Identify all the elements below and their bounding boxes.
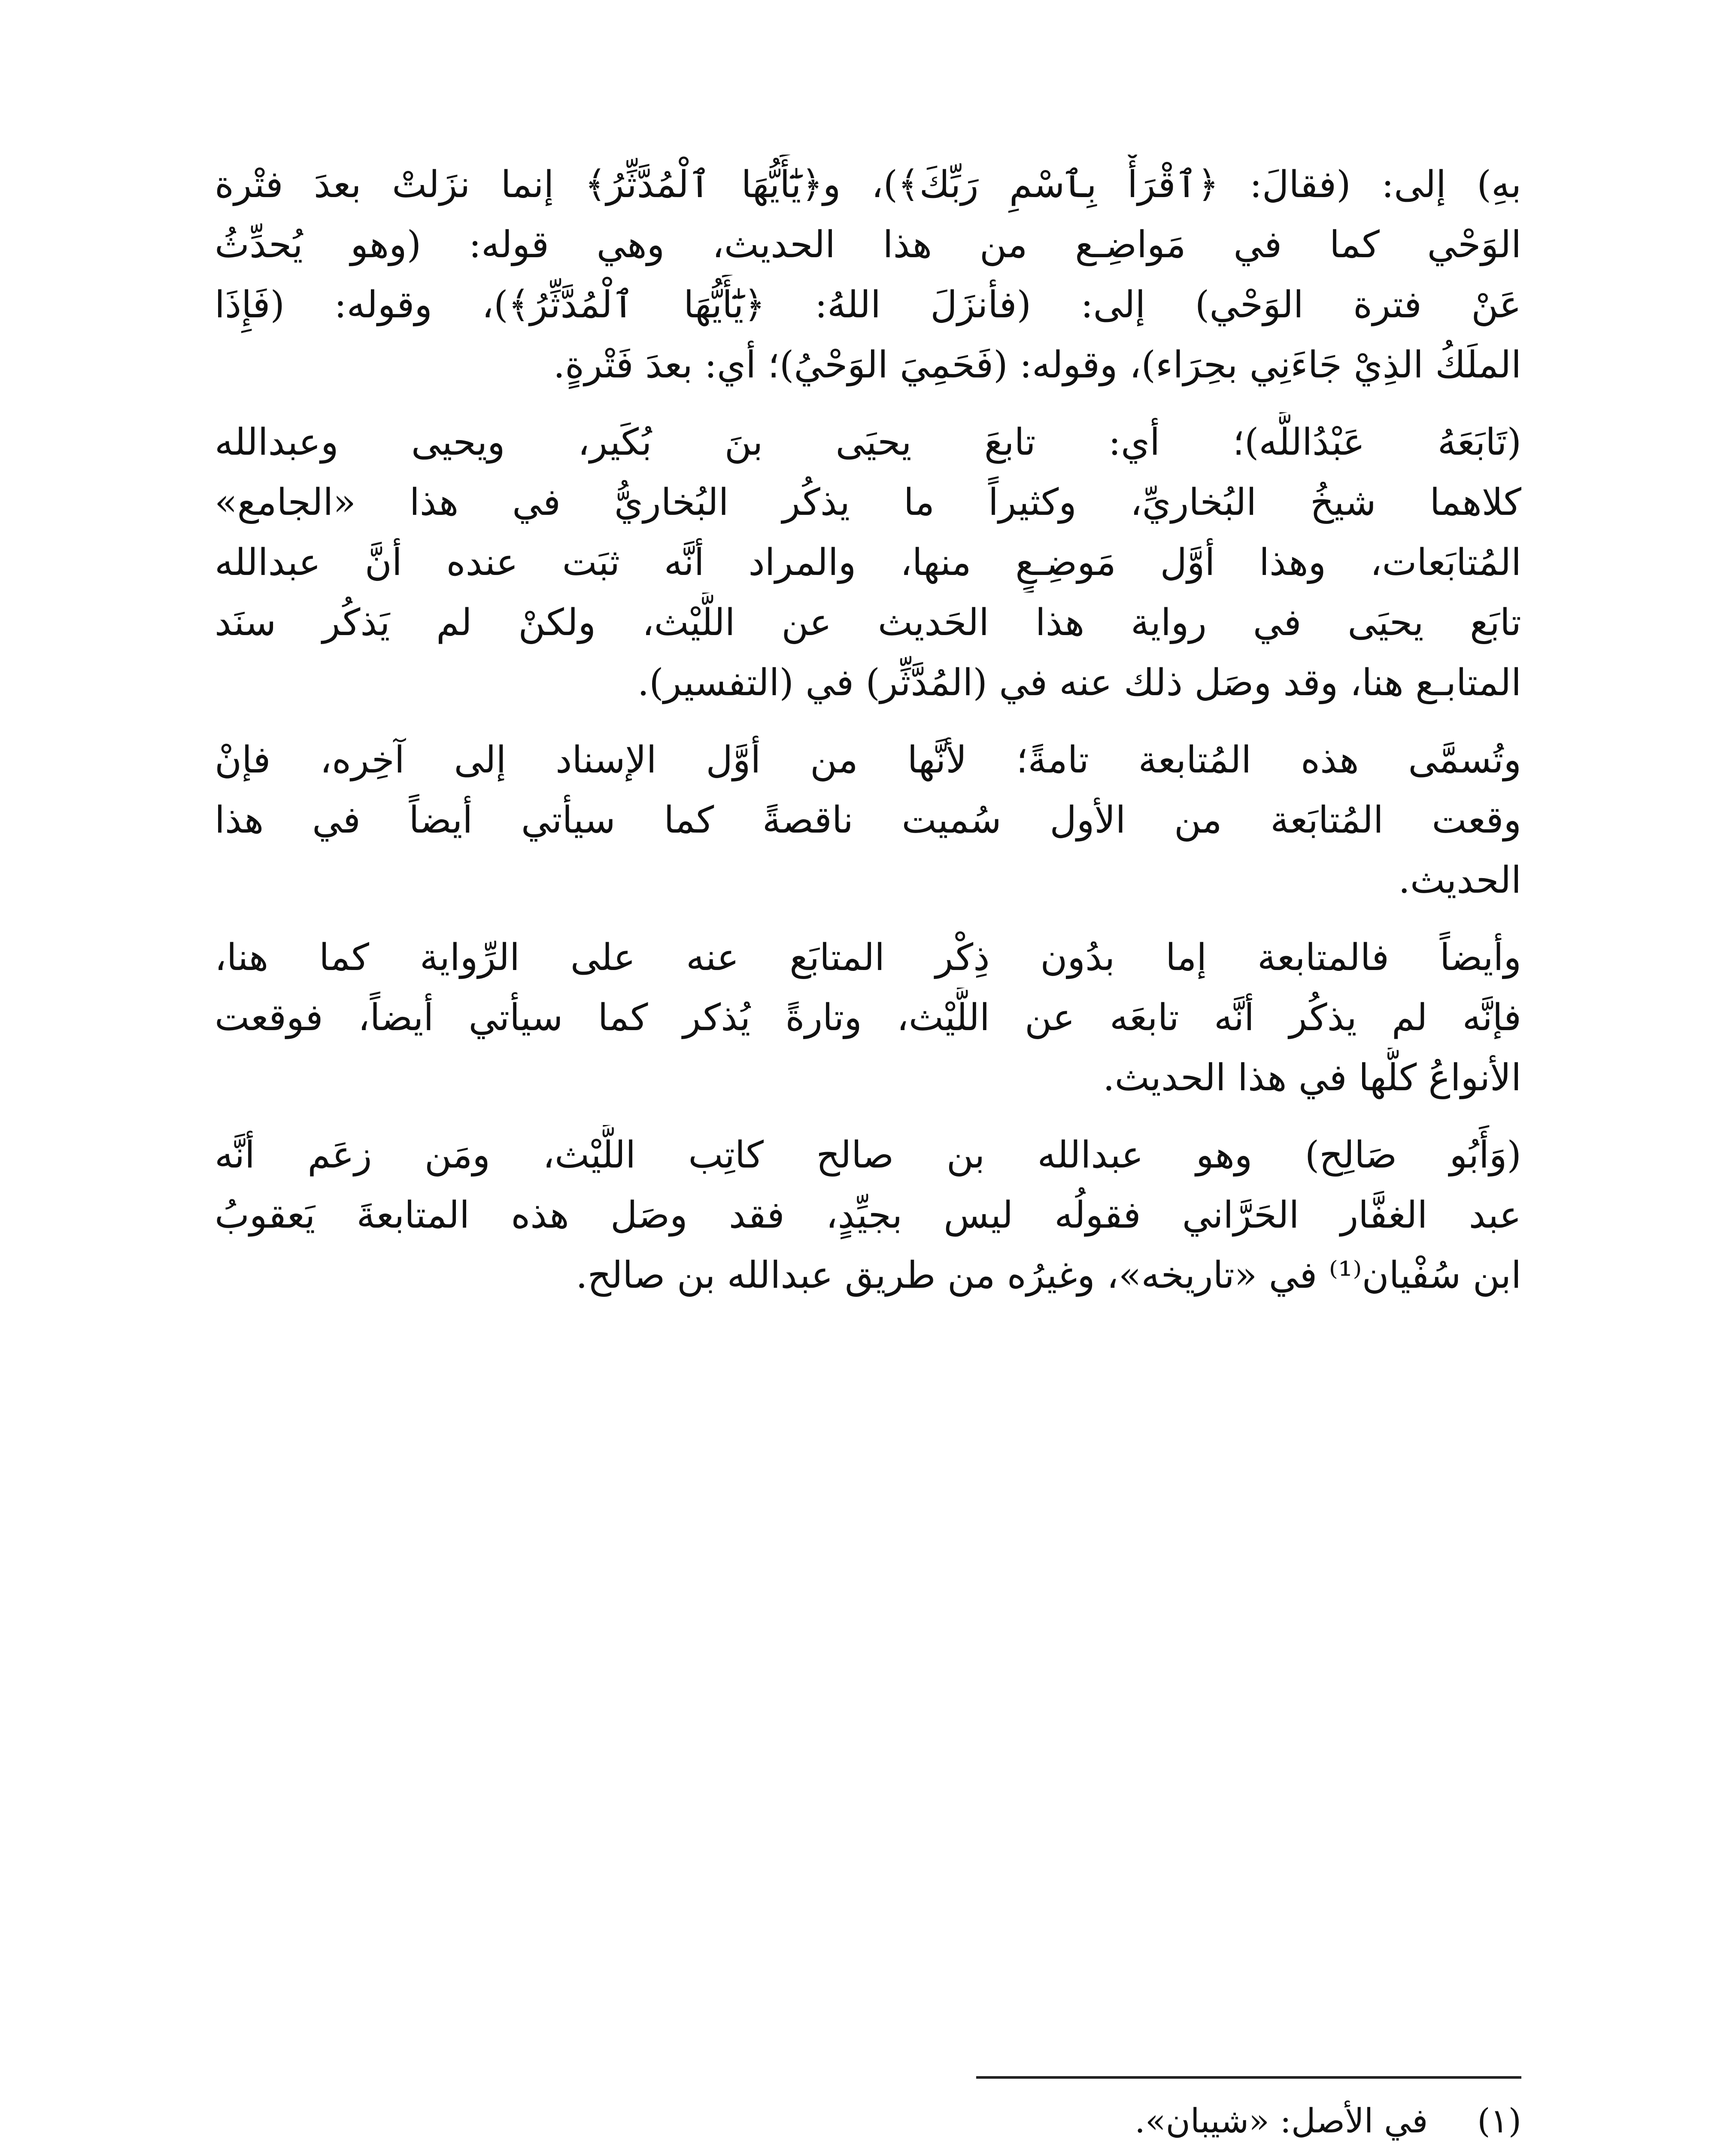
text-line: الوَحْي كما في مَواضِـع من هذا الحديث، وهي قوله: (وهو يُحدِّثُ xyxy=(215,223,1521,266)
paragraph-1 xyxy=(215,155,1521,395)
text-line: وتُسمَّى هذه المُتابعة تامةً؛ لأنَّها من أوَّل الإسناد إلى آخِره، فإنْ xyxy=(215,739,1521,782)
text-line: ابن سُفْيان⁽¹⁾ في «تاريخه»، وغيرُه من طريق عبدالله بن صالح. xyxy=(576,1254,1521,1297)
text-line: (وَأَبُو صَالِح) وهو عبدالله بن صالح كاتِب اللَّيْث، ومَن زعَم أنَّه xyxy=(215,1134,1521,1177)
paragraph-2 xyxy=(215,412,1521,713)
text-line: كلاهما شيخُ البُخاريِّ، وكثيراً ما يذكُر البُخاريُّ في هذا «الجامع» xyxy=(215,481,1521,524)
footnote-text: في الأصل: «شيبان». xyxy=(1135,2102,1428,2141)
footnote xyxy=(1135,2095,1521,2147)
paragraph-4 xyxy=(215,928,1521,1108)
text-line: المتابـع هنا، وقد وصَل ذلك عنه في (المُدَّثِّر) في (التفسير). xyxy=(637,661,1521,704)
text-line: الأنواعُ كلُّها في هذا الحديث. xyxy=(1103,1056,1521,1099)
text-line: بهِ) إلى: (فقالَ: ﴿ٱقْرَأْ بِٱسْمِ رَبِّكَ﴾)، و﴿يَٰٓأَيُّهَا ٱلْمُدَّثِّرُ﴾ إنما نزَلتْ بعدَ فتْرة xyxy=(215,163,1521,206)
text-line: فإنَّه لم يذكُر أنَّه تابعَه عن اللَّيْث، وتارةً يُذكر كما سيأتي أيضاً، فوقعت xyxy=(215,996,1521,1039)
text-line: عَنْ فترة الوَحْي) إلى: (فأنزَلَ اللهُ: ﴿يَٰٓأَيُّهَا ٱلْمُدَّثِّرُ﴾)، وقوله: (فَإِذَا xyxy=(215,283,1521,326)
text-line: الحديث. xyxy=(1398,859,1521,902)
footnote-separator xyxy=(976,2076,1521,2079)
text-line: (تَابَعَهُ عَبْدُاللَّه)؛ أي: تابعَ يحيَى بنَ بُكَير، ويحيى وعبدالله xyxy=(215,421,1521,464)
main-text xyxy=(215,155,1521,1323)
footnote-number: (١) xyxy=(1477,2102,1521,2141)
paragraph-3 xyxy=(215,730,1521,910)
text-line: وقعت المُتابَعة من الأول سُميت ناقصةً كما سيأتي أيضاً في هذا xyxy=(215,799,1521,842)
paragraph-5 xyxy=(215,1125,1521,1305)
text-line: المُتابَعات، وهذا أوَّل مَوضِـعٍ منها، والمراد أنَّه ثبَت عنده أنَّ عبدالله xyxy=(215,541,1521,584)
text-line: تابَع يحيَى في رواية هذا الحَديث عن اللَّيْث، ولكنْ لم يَذكُر سنَد xyxy=(215,601,1521,644)
text-line: الملَكُ الذِيْ جَاءَنِي بحِرَاء)، وقوله: (فَحَمِيَ الوَحْيُ)؛ أي: بعدَ فَتْرةٍ. xyxy=(553,344,1521,386)
text-line: وأيضاً فالمتابعة إما بدُون ذِكْر المتابَع عنه على الرِّواية كما هنا، xyxy=(215,936,1521,979)
text-line: عبد الغفَّار الحَرَّاني فقولُه ليس بجيِّدٍ، فقد وصَل هذه المتابعةَ يَعقوبُ xyxy=(215,1194,1521,1237)
